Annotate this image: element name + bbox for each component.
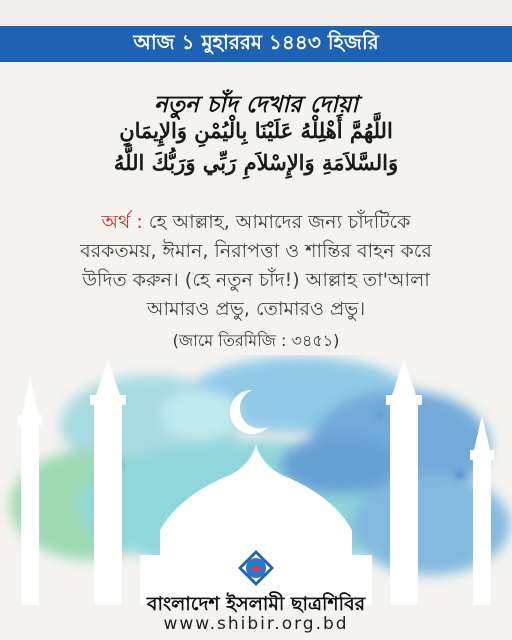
- meaning-text-1: হে আল্লাহ, আমাদের জন্য চাঁদটিকে: [148, 211, 411, 233]
- hadith-reference: (জামে তিরমিজি : ৩৪৫১): [172, 331, 340, 350]
- meaning-line-2: বরকতময়, ঈমান, নিরাপত্তা ও শান্তির বাহন করে: [80, 240, 432, 262]
- meaning-label: অর্থ :: [101, 211, 143, 233]
- website-url: www.shibir.org.bd: [163, 614, 349, 634]
- meaning-block: [24, 208, 488, 324]
- arabic-line-1: اللَّهُمَّ أَهْلِلْهُ عَلَيْنَا بِالْيُمْنِ وَالإِيمَانِ: [119, 118, 393, 143]
- date-banner: [0, 26, 512, 62]
- top-strip: [0, 0, 512, 26]
- banner-text: আজ ১ মুহাররম ১৪৪৩ হিজরি: [133, 29, 379, 54]
- meaning-line-1: [24, 208, 488, 237]
- meaning-line-3: উদিত করুন। (হে নতুন চাঁদ!) আল্লাহ তা'আলা: [82, 269, 430, 291]
- dua-title: নতুন চাঁদ দেখার দোয়া: [153, 92, 359, 118]
- organization-name: বাংলাদেশ ইসলামী ছাত্রশিবির: [146, 593, 366, 615]
- shibir-emblem-icon: [236, 548, 276, 588]
- arabic-line-2: وَالسَّلاَمَةِ وَالإِسْلاَمِ رَبِّي وَرَبُّكَ اللَّهُ: [113, 150, 399, 175]
- meaning-line-4: আমারও প্রভু, তোমারও প্রভু।: [146, 298, 366, 320]
